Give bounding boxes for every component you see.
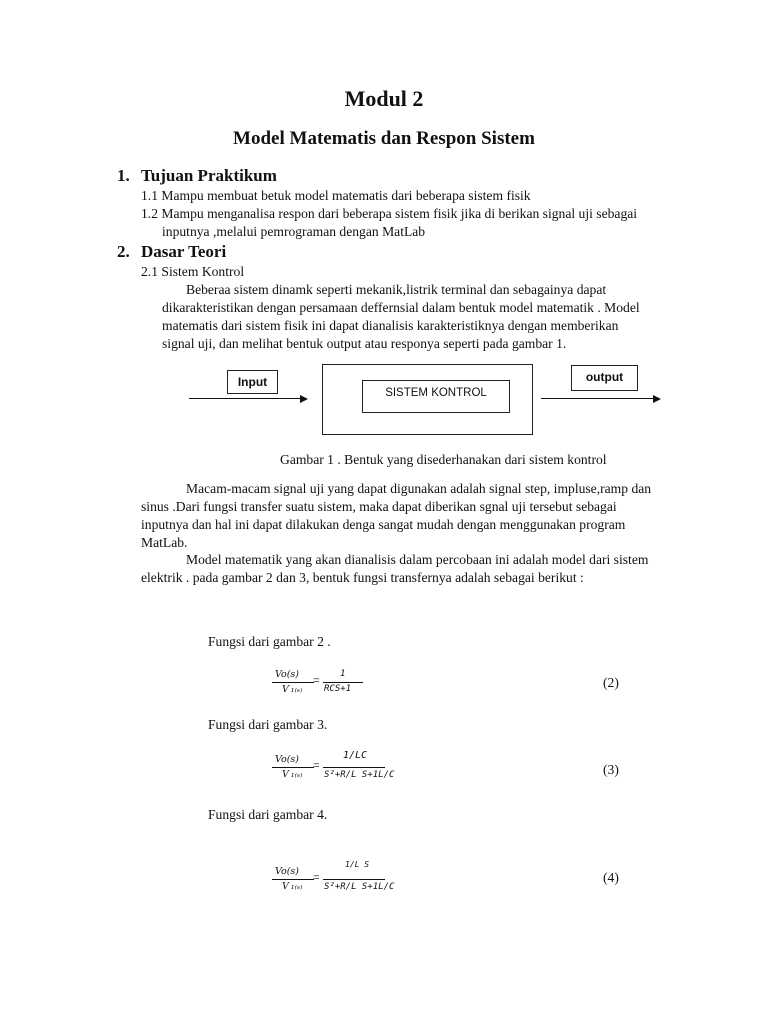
list-item — [141, 205, 637, 223]
paragraph-line: elektrik . pada gambar 2 dan 3, bentuk fungsi transfernya adalah sebagai berikut : — [141, 570, 584, 585]
section-title: Tujuan Praktikum — [141, 166, 277, 185]
section-title: Dasar Teori — [141, 242, 227, 261]
block-diagram — [0, 360, 768, 440]
input-label: Input — [237, 375, 268, 389]
list-item-number: 1.2 — [141, 206, 158, 221]
equation-2 — [270, 666, 370, 702]
equation-number: (4) — [603, 870, 619, 885]
input-box — [227, 370, 278, 394]
list-item-continuation: inputnya ,melalui pemrograman dengan MatLab — [162, 224, 426, 239]
equation-lhs-denominator: V ₁₍ₛ₎ — [282, 769, 303, 780]
equation-rhs-denominator: S²+R/L S+1L/C — [324, 770, 395, 780]
fraction-bar — [323, 767, 385, 768]
input-arrow — [189, 398, 302, 399]
list-item-text: Mampu membuat betuk model matematis dari beberapa sistem fisik — [161, 188, 531, 203]
section-number: 1. — [117, 166, 130, 185]
output-arrowhead-icon — [653, 395, 661, 403]
equals-sign: = — [313, 758, 320, 772]
equation-label: Fungsi dari gambar 2 . — [208, 634, 331, 649]
list-item — [141, 187, 531, 205]
equation-rhs-numerator: 1/LC — [343, 750, 368, 761]
section-2-heading — [117, 242, 226, 262]
paragraph-line: dikarakteristikan dengan persamaan deffernsial dalam bentuk model matematik . Model — [162, 300, 640, 315]
subsection-number: 2.1 — [141, 264, 158, 279]
equation-lhs-numerator: Vo(s) — [275, 866, 299, 877]
output-label: output — [585, 370, 624, 384]
subsection-heading — [141, 263, 244, 281]
input-arrowhead-icon — [300, 395, 308, 403]
paragraph-line: Macam-macam signal uji yang dapat digunakan adalah signal step, impluse,ramp dan — [186, 481, 652, 496]
equation-rhs-numerator: 1/L S — [345, 860, 370, 869]
output-arrow — [541, 398, 654, 399]
equation-lhs-numerator: Vo(s) — [275, 754, 299, 765]
output-box — [571, 365, 638, 391]
equation-4 — [270, 858, 400, 898]
system-label: SISTEM KONTROL — [385, 387, 487, 399]
equation-lhs-denominator: V ₁₍ₛ₎ — [282, 684, 303, 695]
paragraph-line: sinus .Dari fungsi transfer suatu sistem, maka dapat diberikan sgnal uji tersebut sebagai — [141, 499, 617, 514]
paragraph-line: matematis dari sistem fisik ini dapat dianalisis karakteristiknya dengan memberikan — [162, 318, 619, 333]
equation-rhs-denominator: S²+R/L S+1L/C — [324, 882, 395, 892]
page-title: Modul 2 — [344, 86, 424, 111]
list-item-number: 1.1 — [141, 188, 158, 203]
figure-caption: Gambar 1 . Bentuk yang disederhanakan dari sistem kontrol — [280, 452, 607, 467]
fraction-bar — [272, 879, 314, 880]
subsection-label: Sistem Kontrol — [161, 264, 245, 279]
equation-label: Fungsi dari gambar 3. — [208, 717, 328, 732]
paragraph-model — [141, 551, 675, 587]
equation-number: (3) — [603, 762, 619, 777]
paragraph-line: Beberaa sistem dinamk seperti mekanik,listrik terminal dan sebagainya dapat — [186, 282, 607, 297]
fraction-bar — [272, 767, 314, 768]
equals-sign: = — [313, 870, 320, 884]
paragraph-sistem-kontrol — [162, 281, 675, 353]
equation-3 — [270, 750, 400, 790]
list-item-text: Mampu menganalisa respon dari beberapa sistem fisik jika di berikan signal uji sebagai — [161, 206, 638, 221]
paragraph-line: MatLab. — [141, 535, 188, 550]
fraction-bar — [272, 682, 314, 683]
paragraph-line: inputnya dan hal ini dapat dilakukan denga sangat mudah dengan menggunakan program — [141, 517, 626, 532]
system-inner-box — [362, 380, 510, 413]
section-number: 2. — [117, 242, 130, 261]
equation-rhs-numerator: 1 — [340, 669, 346, 679]
equals-sign: = — [313, 673, 320, 687]
equation-lhs-denominator: V ₁₍ₛ₎ — [282, 881, 303, 892]
equation-rhs-denominator: RCS+1 — [324, 684, 352, 694]
fraction-bar — [323, 682, 363, 683]
section-1-heading — [117, 166, 277, 186]
fraction-bar — [323, 879, 385, 880]
equation-lhs-numerator: Vo(s) — [275, 669, 299, 680]
paragraph-signal-uji — [141, 480, 675, 552]
equation-number: (2) — [603, 675, 619, 690]
equation-label: Fungsi dari gambar 4. — [208, 807, 328, 822]
page-subtitle: Model Matematis dan Respon Sistem — [233, 128, 535, 149]
paragraph-line: Model matematik yang akan dianalisis dalam percobaan ini adalah model dari sistem — [186, 552, 649, 567]
paragraph-line: signal uji, dan melihat bentuk output atau responya seperti pada gambar 1. — [162, 336, 567, 351]
